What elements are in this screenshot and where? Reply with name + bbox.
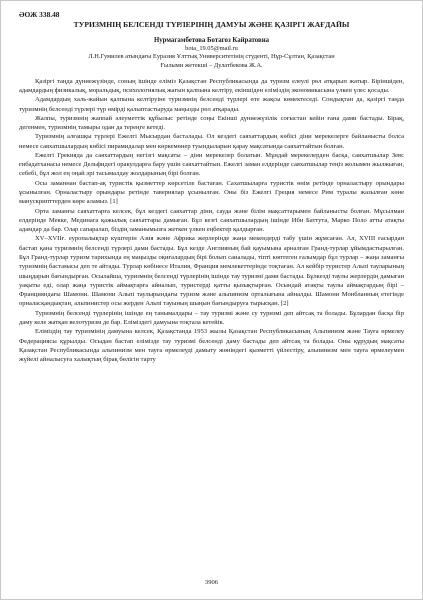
article-body (19, 77, 404, 365)
udc-code: ӘОЖ 338.48 (19, 10, 60, 19)
paragraph: Туризмнің алғашқы түрлері Ежелгі Мысырдан басталады. Ол кездегі саяхаттардың көбісі діни мерекелерге байланысты болса немесе саяхатшылардың көбісі пирамидалар мен көркемөнер туындыларын қарау мақсатында саяхаттайтын болған. (19, 133, 404, 150)
author-email: bota_19.05@mail.ru (185, 45, 238, 52)
paragraph: Туризмнің белсенді түрлерінің ішінде ең танымалдары – тау туризмі және су туризмі деп айтсақ та болады. Бұлардан басқа бір даму келе жатқан велотуризм де бар. Еліміздегі дамуына тоқтала кетейік. (19, 309, 404, 326)
author-name: Нурмагамбетова Ботагоз Кайратовна (153, 37, 270, 44)
paragraph: Осы заманнан бастап-ақ туристік қызметтер көрсетіле бастаған. Сахатшыларға туристік өнім ретінде орналастыру орындары ұсынылған. Орналастыру орындары ретінде тавернялар ұсынылған. Оны біз Ежелгі Греция немесе Рим туралы жазылған көне манускрипттерден көре аламыз. [1] (19, 179, 404, 206)
supervisor-line: Ғылыми жетекші – Дулатбекова Ж.А. (160, 62, 263, 70)
paragraph: Орта заманғы саяхаттарға келсек, бұл кездегі саяхаттар діни, сауда және білім мақсаттарымен байланысты болған. Мұсылман елдерінде Мекке, Мединага қажылық саяхаттары дамыған. Бұл кезгі саяхатшылардың ішінде Ибн Баттута, Марко Поло атты атақты адамдар да бар. Олар сапаралап, біздің заманымызға жеткен үлкен еңбектер қалдырған. (19, 207, 404, 234)
page-number: 3906 (204, 579, 219, 586)
paragraph: Ежелгі Грекияда да саяхаттардың негізгі мақсаты – діни мерекелер болатын. Мұндай мерекелерден басқа, саяхатшылар Зевс ғибадатханасы немесе Дельфидегі оракулдарға бару үшін саяхаттайтын. Ежелгі заман елдерінде саяхатшылар теңіз жолымен жылжыған, себебі, бұл жол ең оңай әрі тасымалдау жолдарының бірі болған. (19, 151, 404, 178)
paper-title: ТУРИЗМНІҢ БЕЛСЕНДІ ТҮРЛЕРІНІҢ ДАМУЫ ЖӘНЕ ҚАЗІРГІ ЖАҒДАЙЫ (73, 20, 350, 29)
paragraph: XV–XVІІғ. еуропалықтар күштерін Азия және Африка жерлерінде жаңа мекендерді табу үшін жұмсаған. Ал, XVIII ғасырдан бастап қана туризмнің белсенді түрлері дами бастады. Бұл кезде Англияның бай қауымына арналған Гранд-турлар ұйымдастырылған. Бұл Гранд-турлар туризм тарихында ең маңызды оқиғалардың бірі болып саналады, тіпті көптеген ғалымдар бұл турлар – жаңа заманғы туризмнің бастамасы деп те айтады. Турлар көбінесе Италия, Франция мемлекеттерінде тоқтаған. Ал кейбір туристер Альпі тауларының шыңдарын бағындырған. Осылайша, туризмнің белсенді түрлерінің ішінде тау туризмі дами бастады. Бұлкезді таулы жерлердің дамыған уақыты еді, олар жаңа туристік аймақтарға айналып, туристерді қатты қызықтырған. Осындай атақты таулы аймақтардың бірі – Францияндағы Шамони. Шамони Альпі таулырындағы туризм және альпинизм орталығына айналды. Шамони Монбланның етегінде орналасқандықтан, альпинистер осы жерден Альпі тауының шыңын бағындыруға тырысқан. [2] (19, 235, 404, 308)
paragraph: Жалпы, туризмнің жаппай әлеуметтік құбылыс ретінде соңы Екінші дүниежүзілік соғыстан кейін ғана дами бастады. Бірақ, дегенмен, туризмнің тамыры одан да тереңге кетеді. (19, 114, 404, 132)
paragraph: Еліміздің тау туризмінің дамуына келсек, Қазақстанда 1953 жылы Қазақстан Республикасының Альпинизм және Тауға өрмелеу Федерациясы құрылды. Осыдан бастап елімізде тау туризмі белсенді даму бастады деп айтсақ та болады. Оны құрудың мақсаты Қазақстан Республикасында альпинизм мен тауға өрмелеуді дамыту жөніндегі қызметті үйлестіру, альпинизм мен тауға өрмелеумен жүйелі айналысуға халықтың бірақ бөлігін тарту (19, 328, 404, 364)
paragraph: Адамдардың халь-жайын қалпына келтіруіне туризмнің белсенді түрлері өте жақсы көмектеседі. Сондықтан да, қазіргі таңда туризмнің белсенді түрлері түр өмірді қалыптастыруда маңызды рөл атқарады. (19, 96, 404, 113)
author-affiliation: Л.Н.Гумилев атындағы Еуразия Ұлттық Университетінің студенті, Нұр-Сұлтан, Қазақстан (88, 53, 335, 60)
paragraph: Қазіргі таңда дүниежүзінде, соның ішінде еліміз Қазақстан Республикасында да туризм елеулі рөл атқарып жатыр. Біріншіден, адамдардың физикалық, моральдық, психологиялық жағын қалпына келтіру, екіншіден еліміздің экономикасына үлкен үлес қосады. (19, 77, 404, 94)
